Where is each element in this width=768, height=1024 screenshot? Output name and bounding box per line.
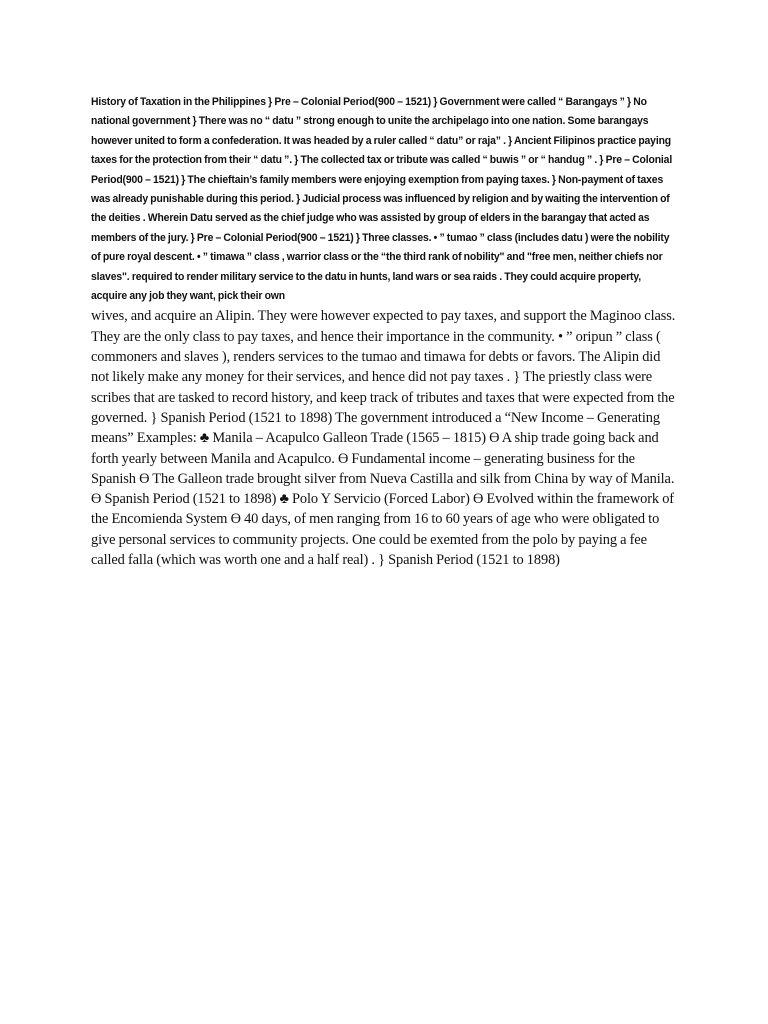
- serif-text: wives, and acquire an Alipin. They were however expected to pay taxes, and support the Maginoo class. They are the only class to pay taxes, and hence their importance in the community. • ” oripun ” class ( commoners and slaves ), renders services to the tumao and timawa for debts or favors. The Alipin did not likely make any money for their services, and hence did not pay taxes . } The priestly class were scribes that are tasked to record history, and keep track of tributes and taxes that were expected from the governed. } Spanish Period (1521 to 1898) The government introduced a “New Income – Generating means” Examples: ♣ Manila – Acapulco Galleon Trade (1565 – 1815) Ɵ A ship trade going back and forth yearly between Manila and Acapulco. Ɵ Fundamental income – generating business for the Spanish Ɵ The Galleon trade brought silver from Nueva Castilla and silk from China by way of Manila. Ɵ Spanish Period (1521 to 1898) ♣ Polo Y Servicio (Forced Labor) Ɵ Evolved within the framework of the Encomienda System Ɵ 40 days, of men ranging from 16 to 60 years of age who were obligated to give personal services to community projects. One could be exemted from the polo by paying a fee called falla (which was worth one and a half real) . } Spanish Period (1521 to 1898): [91, 308, 676, 569]
- bold-text-section: [91, 93, 677, 306]
- document-body: [91, 93, 677, 570]
- serif-text-section: [91, 306, 677, 570]
- bold-text: History of Taxation in the Philippines } Pre – Colonial Period(900 – 1521) } Government were called “ Barangays ” } No national government } There was no “ datu ” strong enough to unite the archipelago into one nation. Some barangays however united to form a confederation. It was headed by a ruler called “ datu” or raja” . } Ancient Filipinos practice paying taxes for the protection from their “ datu ”. } The collected tax or tribute was called “ buwis ” or “ handug ” . } Pre – Colonial Period(900 – 1521) } The chieftain’s family members were enjoying exemption from paying taxes. } Non-payment of taxes was already punishable during this period. } Judicial process was influenced by religion and by waiting the intervention of the deities . Wherein Datu served as the chief judge who was assisted by group of elders in the barangay that acted as members of the jury. } Pre – Colonial Period(900 – 1521) } Three classes. • ” tumao ” class (includes datu ) were the nobility of pure royal descent. • ” timawa ” class , warrior class or the “the third rank of nobility" and "free men, neither chiefs nor slaves". required to render military service to the datu in hunts, land wars or sea raids . They could acquire property, acquire any job they want, pick their own: [91, 96, 673, 303]
